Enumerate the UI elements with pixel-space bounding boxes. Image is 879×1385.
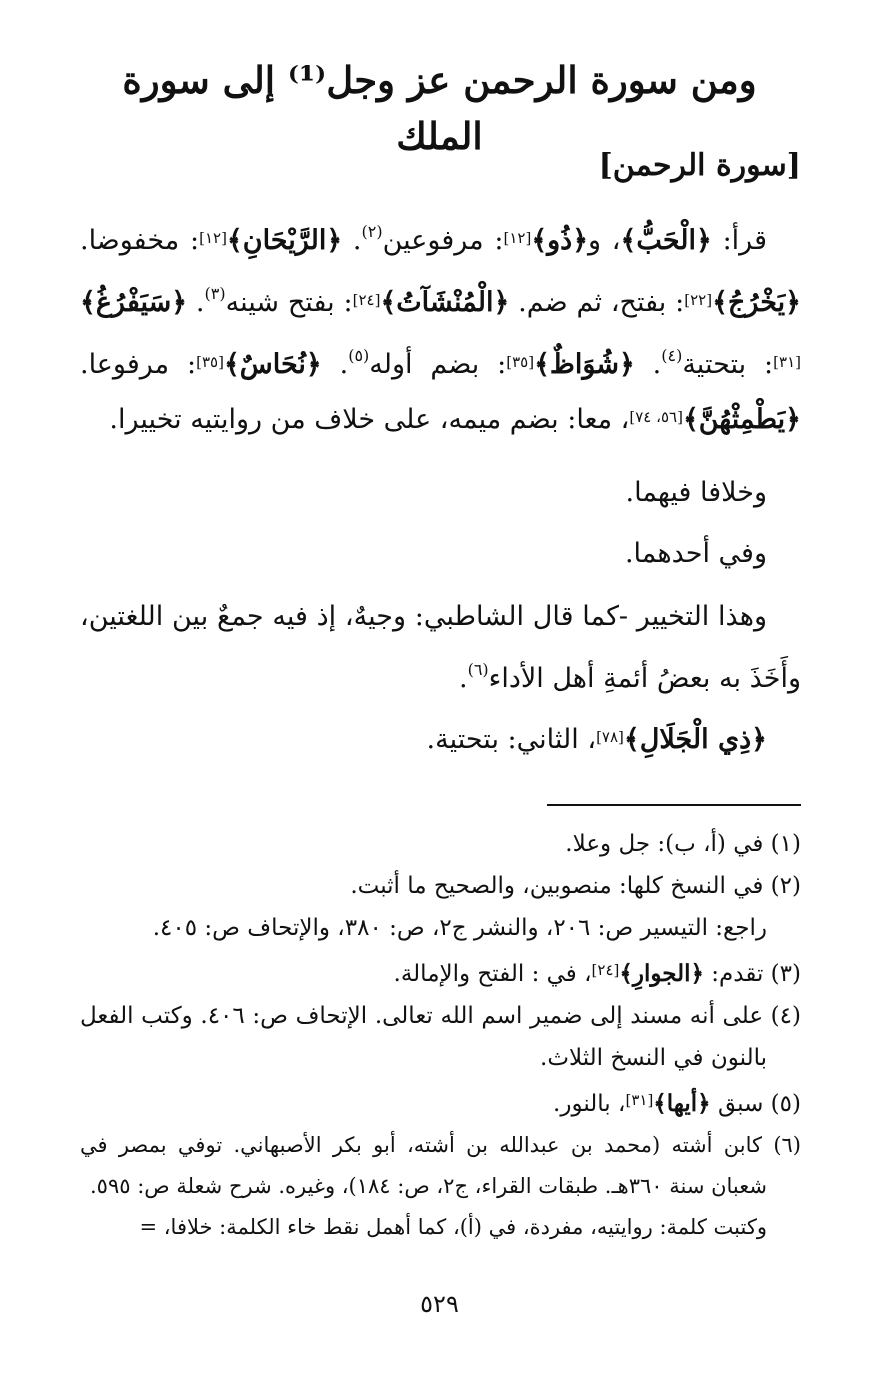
quran-word: ﴿أيها﴾ [653, 1090, 711, 1117]
main-text [80, 205, 801, 766]
footnote-separator [547, 804, 801, 806]
quran-word: ﴿الْمُنْشَآتُ﴾ [380, 287, 510, 318]
quran-word: ﴿الرَّيْحَانِ﴾ [226, 225, 343, 256]
text-run: . [321, 349, 349, 380]
footnote-2-continuation: راجع: التيسير ص: ٢٠٦، والنشر ج٢، ص: ٣٨٠، والإتحاف ص: ٤٠٥. [152, 915, 767, 941]
footnote-2: (٢) في النسخ كلها: منصوبين، والصحيح ما أثبت. [350, 873, 801, 899]
footnote-5 [80, 1079, 801, 1125]
footnote-6-continuation: وكتبت كلمة: روايتيه، مفردة، في (أ)، كما أهمل نقط خاء الكلمة: خلافا، = [139, 1215, 767, 1239]
footnote-4: (٤) على أنه مسند إلى ضمير اسم الله تعالى. الإتحاف ص: ٤٠٦. وكتب الفعل بالنون في النسخ الثلاث. [80, 1003, 801, 1071]
footnote-marker: (٤) [661, 346, 683, 365]
footnote-marker: (٦) [467, 660, 489, 679]
chapter-title: ومن سورة الرحمن عز وجل⁽¹⁾ إلى سورة الملك [122, 58, 757, 158]
text-run: ، بالنور. [553, 1091, 626, 1117]
page-number: ٥٢٩ [420, 1290, 459, 1318]
quran-word: ﴿سَيَفْرُغُ﴾ [80, 287, 188, 318]
text-run: . [342, 225, 362, 256]
text-run: (٣) تقدم: [703, 961, 801, 987]
text-run: ، معا: بضم ميمه، على خلاف من روايتيه تخييرا. [109, 404, 630, 435]
verse-ref: [٧٨] [596, 728, 624, 746]
quran-word: ﴿يَخْرُجُ﴾ [712, 287, 802, 318]
text-run: ، و [588, 225, 621, 256]
text-run: . [634, 349, 662, 380]
text-run: . [187, 287, 205, 318]
footnote-6: (٦) كابن أشته (محمد بن عبدالله بن أشته، أبو بكر الأصبهاني. توفي بمصر في شعبان سنة ٣٦٠هـ. طبقات القراء، ج٢، ص: ١٨٤)، وغيره. شرح شعلة ص: ٥٩٥. [80, 1133, 801, 1198]
quran-word: ﴿ذُو﴾ [531, 225, 589, 256]
verse-ref: [٢٤] [352, 291, 381, 309]
quran-word: ﴿نُحَاسٌ﴾ [223, 349, 322, 380]
verse-ref: [٥٦، ٧٤] [629, 408, 683, 426]
section-title: [سورة الرحمن] [598, 148, 801, 183]
quran-word: ﴿الْحَبُّ﴾ [620, 225, 712, 256]
text-run: ، في : الفتح والإمالة. [393, 961, 592, 987]
text-run: : مرفوعا. [80, 349, 197, 380]
footnote-marker: (٢) [361, 222, 383, 241]
text-run: (٥) سبق [710, 1091, 801, 1117]
quran-word: ﴿يَطْمِثْهُنَّ﴾ [682, 404, 801, 435]
footnote-1: (١) في (أ، ب): جل وعلا. [565, 831, 801, 857]
footnotes [80, 823, 801, 1248]
verse-ref: [١٢] [199, 229, 227, 247]
text-run: : بضم أوله [369, 349, 507, 380]
verse-ref: [٣١] [625, 1091, 654, 1109]
footnote-marker: (٣) [204, 284, 226, 303]
verse-ref: [١٢] [503, 229, 532, 247]
text-run: : بفتح، ثم ضم. [509, 287, 685, 318]
paragraph-dhi-al-jalal [80, 711, 801, 766]
text-run: . [458, 663, 468, 694]
verse-ref: [٣١] [773, 353, 801, 371]
quran-word: ﴿شُوَاظٌ﴾ [534, 349, 635, 380]
text-run: : مخفوضا. [80, 225, 200, 256]
text-run: : بتحتية [682, 349, 774, 380]
text-run: : مرفوعين [382, 225, 504, 256]
paragraph-readings [80, 205, 801, 446]
text-run: ، الثاني: بتحتية. [426, 724, 597, 755]
quran-word: ﴿ذِي الْجَلَالِ﴾ [623, 724, 767, 755]
quran-word: ﴿الجوارِ﴾ [619, 960, 704, 987]
footnote-marker: (٥) [348, 346, 370, 365]
verse-ref: [٣٥] [196, 353, 224, 371]
verse-ref: [٢٢] [684, 291, 713, 309]
text-run: وهذا التخيير -كما قال الشاطبي: وجيهٌ، إذ فيه جمعٌ بين اللغتين، وأَخَذَ به بعضُ أئمةِ أهل الأداء [80, 601, 801, 694]
footnote-3 [80, 949, 801, 995]
text-run: : بفتح شينه [225, 287, 353, 318]
verse-ref: [٢٤] [591, 961, 620, 979]
verse-ref: [٣٥] [506, 353, 535, 371]
paragraph-choice [80, 590, 801, 705]
paragraph-one-of-them: وفي أحدهما. [624, 538, 767, 569]
paragraph-disagreement: وخلافا فيهما. [625, 477, 767, 508]
text-run: قرأ: [711, 225, 767, 256]
